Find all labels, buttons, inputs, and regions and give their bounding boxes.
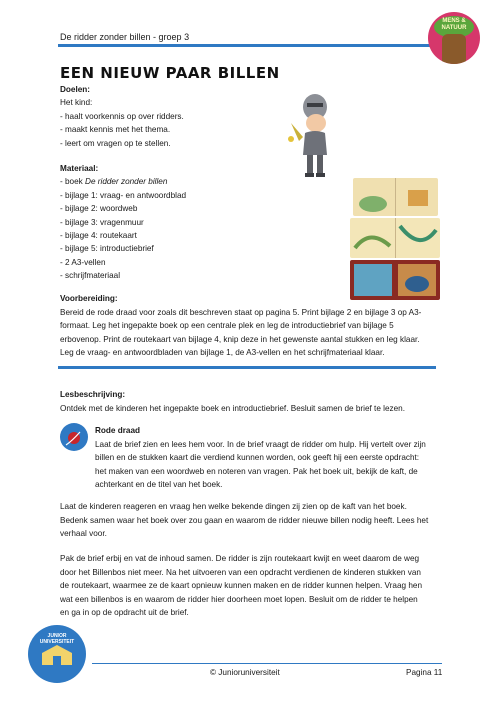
section-divider (58, 366, 436, 369)
materiaal-item: - bijlage 4: routekaart (60, 231, 137, 241)
rode-draad-line: het maken van een woordweb en noteren van vragen. Pak het boek uit, bekijk de kaft, de (95, 466, 418, 476)
paragraph-line: Bedenk samen waar het boek over zou gaan en waarom de ridder nieuwe billen nodig heeft. Lees het (60, 515, 429, 525)
mens-natuur-logo (428, 12, 480, 64)
footer-divider (92, 663, 442, 664)
red-thread-icon (60, 423, 88, 451)
knight-illustration (285, 93, 345, 181)
voorbereiding-line: formaat. Leg het ingepakte boek op een centrale plek en leg de introductiebrief van bijlage 5 (60, 321, 394, 331)
logo-label: JUNIOR UNIVERSITEIT (39, 633, 75, 645)
rode-draad-heading: Rode draad (95, 426, 141, 435)
lesbeschrijving-text: Ontdek met de kinderen het ingepakte boek en introductiebrief. Besluit samen de brief te lezen. (60, 403, 405, 413)
rode-draad-line: billen en de stukken kaart die verdiend kunnen worden, ook geeft hij een eerste opdracht: (95, 453, 420, 463)
header-title: De ridder zonder billen - groep 3 (60, 32, 190, 42)
book-page-thumbnail (350, 218, 440, 258)
junioruniversiteit-logo (28, 625, 86, 683)
footer-copyright: © Junioruniversiteit (210, 668, 280, 677)
materiaal-heading: Materiaal: (60, 164, 99, 173)
paragraph-line: door het Billenbos niet meer. Na het uitvoeren van een opdracht verdienen de kinderen stukken van (60, 567, 421, 577)
paragraph-line: de routekaart, waarmee ze de kaart opnieuw kunnen maken en de ridder kunnen helpen. Vraag hen (60, 581, 423, 591)
body-paragraph (60, 500, 442, 541)
paragraph-line: verhaal voor. (60, 529, 107, 539)
materiaal-item: - schrijfmateriaal (60, 271, 121, 281)
lesbeschrijving-heading: Lesbeschrijving: (60, 390, 126, 399)
doelen-section (60, 83, 184, 150)
body-paragraph (60, 552, 442, 620)
header-divider (58, 44, 430, 47)
materiaal-item: - 2 A3-vellen (60, 257, 106, 267)
paragraph-line: Laat de kinderen reageren en vraag hen welke bekende dingen zij zien op de kaft van het boek. (60, 502, 407, 511)
rode-draad-line: achterkant en de titel van het boek. (95, 480, 223, 490)
materiaal-item: - bijlage 2: woordweb (60, 204, 138, 214)
voorbereiding-line: erbovenop. Print de routekaart van bijlage 4, knip deze in het gewenste aantal stukken en leg klaar. (60, 334, 420, 344)
tree-logo-icon (442, 34, 466, 64)
materiaal-section (60, 162, 186, 283)
rode-draad-section (95, 424, 442, 492)
paragraph-line: en ga in op de opdracht uit de brief. (60, 608, 189, 618)
doelen-item: - haalt voorkennis op over ridders. (60, 111, 184, 121)
page-number: Pagina 11 (406, 668, 443, 677)
voorbereiding-heading: Voorbereiding: (60, 294, 118, 303)
book-title: De ridder zonder billen (85, 177, 168, 187)
materiaal-item: - bijlage 3: vragenmuur (60, 217, 144, 227)
voorbereiding-line: Bereid de rode draad voor zoals dit beschreven staat op pagina 5. Print bijlage 2 en bijlage 3 op A3- (60, 307, 422, 317)
doelen-intro: Het kind: (60, 98, 93, 108)
doelen-item: - maakt kennis met het thema. (60, 125, 171, 135)
logo-label: MENS & NATUUR (441, 18, 467, 31)
rode-draad-line: Laat de brief zien en lees hem voor. In de brief vraagt de ridder om hulp. Hij vertelt over zijn (95, 439, 426, 449)
materiaal-item: - bijlage 5: introductiebrief (60, 244, 154, 254)
voorbereiding-section (60, 292, 442, 360)
page-title: EEN NIEUW PAAR BILLEN (60, 64, 280, 82)
materiaal-item: - bijlage 1: vraag- en antwoordblad (60, 190, 187, 200)
doelen-heading: Doelen: (60, 85, 91, 94)
materiaal-item-boek: - boek De ridder zonder billen (60, 177, 168, 187)
paragraph-line: Pak de brief erbij en vat de inhoud samen. De ridder is zijn routekaart kwijt en weet daarom de weg (60, 554, 420, 563)
book-page-thumbnail (353, 178, 438, 216)
doelen-item: - leert om vragen op te stellen. (60, 138, 171, 148)
voorbereiding-line: Leg de vraag- en antwoordbladen van bijlage 1, de A3-vellen en het schrijfmateriaal klaar. (60, 348, 385, 358)
paragraph-line: wat een billenbos is en waarom de ridder hier doorheen moet lopen. Besluit om de ridder te helpen (60, 594, 418, 604)
lesbeschrijving-section (60, 388, 442, 415)
